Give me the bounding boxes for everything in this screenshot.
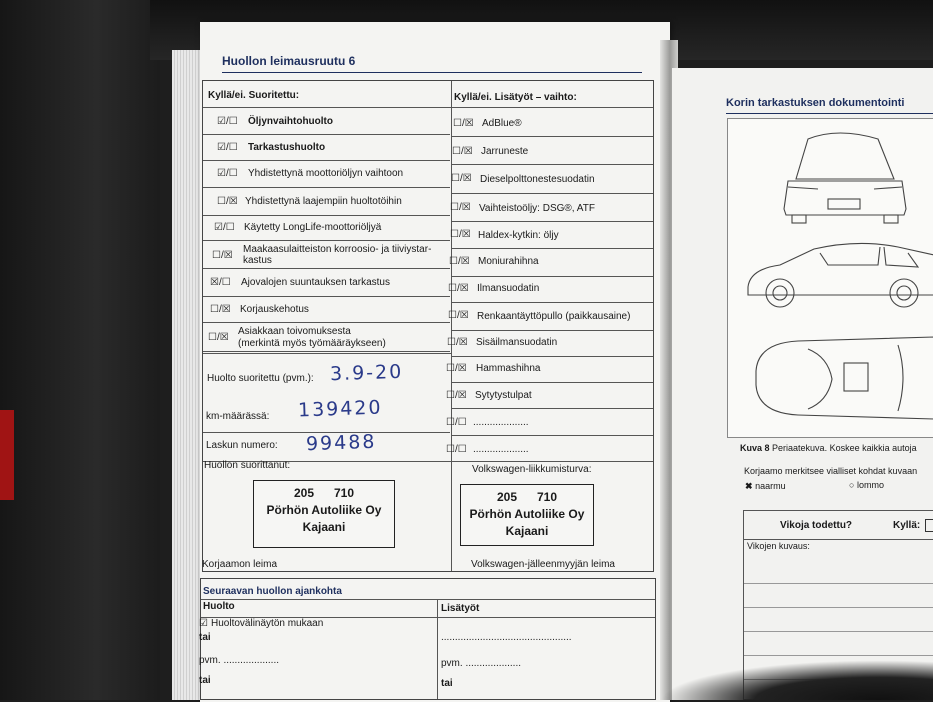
stamp-line-2: Pörhön Autoliike Oy <box>469 507 585 521</box>
checkbox-pair[interactable]: ☐/☒ <box>452 146 473 157</box>
faults-yes-label: Kyllä: <box>893 520 921 531</box>
title-underline <box>222 72 642 73</box>
checkbox-pair[interactable]: ☐/☒ <box>453 118 474 129</box>
item-longlife-oil: Käytetty LongLife-moottoriöljyä <box>244 222 382 233</box>
checkbox-pair[interactable]: ☐/☐ <box>446 417 467 428</box>
workshop-stamp <box>253 480 395 548</box>
legend-dent <box>849 480 884 491</box>
item-haldex-oil: Haldex-kytkin: öljy <box>478 230 559 241</box>
checkbox-pair[interactable]: ☑/☐ <box>217 168 238 179</box>
invoice-label: Laskun numero: <box>206 440 278 451</box>
right-page-title: Korin tarkastuksen dokumentointi <box>726 97 905 109</box>
checkbox-pair[interactable]: ☑/☐ <box>217 116 238 127</box>
legend-scratch <box>745 481 786 492</box>
item-tyre-sealant: Renkaantäyttöpullo (paikkausaine) <box>477 311 631 322</box>
checkbox-pair[interactable]: ☒/☐ <box>210 277 231 288</box>
item-headlight-alignment: Ajovalojen suuntauksen tarkastus <box>241 277 390 288</box>
item-timing-belt: Hammashihna <box>476 363 541 374</box>
item-blank-2: .................... <box>473 444 529 455</box>
item-customer-request: Asiakkaan toivomuksesta <box>238 326 351 337</box>
next-service-checkbox-icon[interactable]: ☑ <box>199 618 208 629</box>
workshop-stamp-label: Korjaamon leima <box>202 559 278 570</box>
item-brake-fluid: Jarruneste <box>481 146 529 157</box>
faults-question: Vikoja todettu? <box>780 520 853 531</box>
car-outline-icon <box>728 119 933 437</box>
col-right-header: Kyllä/ei. Lisätyöt – vaihto: <box>454 92 577 103</box>
extra-work-dots: ............................................... <box>441 632 572 643</box>
background-red-detail <box>0 410 14 500</box>
legend-scratch-label: naarmu <box>755 481 786 491</box>
checkbox-pair[interactable]: ☐/☒ <box>217 196 238 207</box>
left-page-title: Huollon leimausruutu 6 <box>222 54 356 68</box>
item-air-filter: Ilmansuodatin <box>477 283 540 294</box>
checkbox-pair[interactable]: ☐/☒ <box>210 304 231 315</box>
item-cabin-filter: Sisäilmansuodatin <box>476 337 558 348</box>
checkbox-pair[interactable]: ☐/☒ <box>212 250 233 261</box>
next-service-title: Seuraavan huollon ajankohta <box>203 586 342 597</box>
checkbox-pair[interactable]: ☐/☒ <box>208 332 229 343</box>
figure-caption-number: Kuva 8 <box>740 443 770 453</box>
item-diesel-filter: Dieselpolttonestesuodatin <box>480 174 595 185</box>
item-gas-system-cont: kastus <box>243 255 272 266</box>
stamp-line-3: Kajaani <box>302 520 346 534</box>
checkbox-pair[interactable]: ☐/☒ <box>448 310 469 321</box>
item-combined-oil: Yhdistettynä moottoriöljyn vaihtoon <box>248 168 404 179</box>
checkbox-pair[interactable]: ☐/☒ <box>450 229 471 240</box>
item-gas-system: Maakaasulaitteiston korroosio- ja tiiviystar- <box>243 244 432 255</box>
vw-mobility-label: Volkswagen-liikkumisturva: <box>472 464 592 475</box>
item-oil-change: Öljynvaihtohuolto <box>248 116 333 127</box>
or-label-1: tai <box>199 632 211 643</box>
page-stack-edge <box>172 50 202 700</box>
item-spark-plugs: Sytytystulpat <box>475 390 532 401</box>
item-blank-1: .................... <box>473 417 529 428</box>
next-service-option: Huoltovälinäytön mukaan <box>211 618 324 629</box>
dent-icon: ○ <box>849 480 855 490</box>
date-label: Huolto suoritettu (pvm.): <box>207 373 314 384</box>
background-seat <box>0 0 160 700</box>
pvm-field-1[interactable]: pvm. .................... <box>199 655 280 666</box>
checkbox-pair[interactable]: ☑/☐ <box>217 142 238 153</box>
faults-yes-checkbox[interactable] <box>925 519 933 532</box>
col-left-header: Kyllä/ei. Suoritettu: <box>208 90 300 101</box>
stamp-line-1: 205 710 <box>293 486 355 500</box>
scratch-icon: ✖ <box>745 481 753 491</box>
item-customer-request-note: (merkintä myös työmääräykseen) <box>238 338 386 349</box>
checkbox-pair[interactable]: ☐/☒ <box>449 256 470 267</box>
checkbox-pair[interactable]: ☑/☐ <box>214 222 235 233</box>
item-inspection: Tarkastushuolto <box>248 142 326 153</box>
km-label: km-määrässä: <box>206 411 270 422</box>
pvm-field-2[interactable]: pvm. .................... <box>441 658 522 669</box>
workshop-note: Korjaamo merkitsee vialliset kohdat kuvaan <box>744 466 918 476</box>
or-label-2: tai <box>199 675 211 686</box>
invoice-value-handwritten: 99488 <box>305 430 377 456</box>
car-diagram <box>727 118 933 438</box>
item-gearbox-oil: Vaihteistoöljy: DSG®, ATF <box>479 203 595 214</box>
item-adblue: AdBlue® <box>482 118 522 129</box>
date-value-handwritten: 3.9-20 <box>329 360 404 386</box>
figure-caption <box>740 443 917 454</box>
or-label-3: tai <box>441 678 453 689</box>
figure-caption-text: Periaatekuva. Koskee kaikkia autoja <box>772 443 917 453</box>
km-value-handwritten: 139420 <box>297 396 383 422</box>
item-combined-extended: Yhdistettynä laajempiin huoltotöihin <box>245 196 402 207</box>
stamp-line-2: Pörhön Autoliike Oy <box>266 503 382 517</box>
legend-dent-label: lommo <box>856 480 884 490</box>
stamp-line-1: 205 710 <box>496 490 558 504</box>
checkbox-pair[interactable]: ☐/☒ <box>451 173 472 184</box>
checkbox-pair[interactable]: ☐/☒ <box>446 390 467 401</box>
bottom-shadow <box>660 660 933 700</box>
checkbox-pair[interactable]: ☐/☐ <box>446 444 467 455</box>
dealer-stamp <box>460 484 594 546</box>
faults-description-label: Vikojen kuvaus: <box>747 541 810 551</box>
checkbox-pair[interactable]: ☐/☒ <box>446 363 467 374</box>
dealer-stamp-label: Volkswagen-jälleenmyyjän leima <box>471 559 615 570</box>
checkbox-pair[interactable]: ☐/☒ <box>448 283 469 294</box>
item-poly-v-belt: Moniurahihna <box>478 256 539 267</box>
stamp-line-3: Kajaani <box>505 524 549 538</box>
next-service-col2: Lisätyöt <box>441 603 480 614</box>
item-repair-advice: Korjauskehotus <box>240 304 309 315</box>
checkbox-pair[interactable]: ☐/☒ <box>450 202 471 213</box>
checkbox-pair[interactable]: ☐/☒ <box>447 337 468 348</box>
performed-by-label: Huollon suorittanut: <box>204 460 291 471</box>
next-service-col1: Huolto <box>203 601 235 612</box>
